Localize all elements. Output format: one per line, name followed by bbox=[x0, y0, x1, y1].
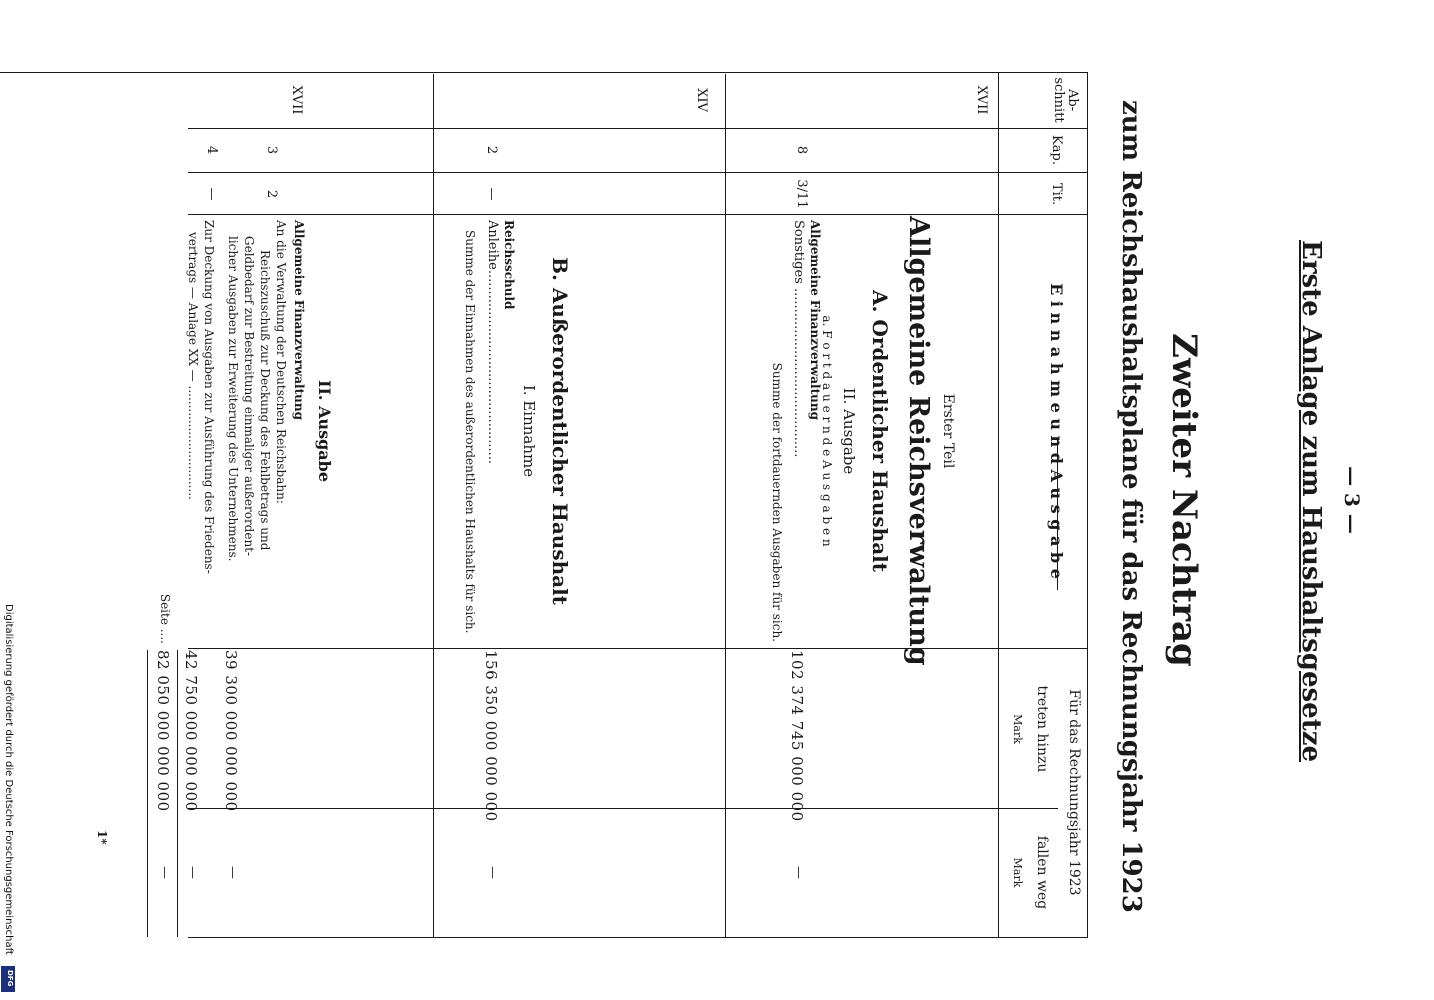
seite-label: Seite .... bbox=[158, 593, 172, 644]
heading-allgemeine: Allgemeine Reichsverwaltung bbox=[903, 216, 934, 666]
row3-abschnitt: XVII bbox=[289, 85, 304, 115]
annex-title: Erste Anlage zum Haushaltsgesetze bbox=[1296, 240, 1326, 763]
row1-hinzu: 102 374 745 000 000 bbox=[788, 650, 806, 822]
col-rule-hinzu bbox=[188, 808, 1058, 809]
row1-tit: 3/11 bbox=[794, 179, 809, 209]
sum-rule bbox=[177, 650, 178, 937]
row1-text: Sonstiges ......................................... bbox=[791, 220, 806, 458]
heading-erster-teil: Erster Teil bbox=[940, 393, 956, 469]
row3-weg: — bbox=[225, 866, 240, 879]
digitization-credit bbox=[2, 604, 14, 994]
header-treten: treten hinzu bbox=[1034, 685, 1050, 773]
row2-hinzu: 156 350 000 000 000 bbox=[482, 650, 500, 822]
col-rule-text bbox=[188, 648, 1088, 649]
heading-ausserordentlich: B. Außerordentlicher Haushalt bbox=[548, 257, 572, 605]
row4-tit: — bbox=[204, 187, 219, 201]
dfg-logo bbox=[1, 966, 15, 992]
heading-ausgabe-1: II. Ausgabe bbox=[840, 387, 858, 475]
row4-line2: vertrags — Anlage XX — .............................. bbox=[186, 232, 200, 500]
header-abschnitt: Ab- schnitt bbox=[1051, 77, 1080, 123]
row4-hinzu: 42 750 000 000 000 bbox=[182, 650, 200, 812]
table-left-rule bbox=[0, 72, 1088, 73]
row3-line3: Geldbedarf zur Bestreitung einmaliger außerordent- bbox=[242, 236, 256, 557]
sheet-mark: 1* bbox=[95, 830, 109, 845]
row4-weg: — bbox=[185, 866, 200, 879]
row2-bottom-rule bbox=[433, 74, 434, 937]
header-tit: Tit. bbox=[1049, 182, 1064, 206]
heading-ausgabe-2: II. Ausgabe bbox=[315, 379, 334, 483]
row2-kap: 2 bbox=[484, 145, 499, 155]
table-right-rule bbox=[188, 937, 1088, 938]
header-treten-unit: Mark bbox=[1011, 714, 1024, 744]
row2-sum: Summe der Einnahmen des außerordentlichen Haushalts für sich. bbox=[463, 230, 477, 634]
row1-abschnitt: XVII bbox=[974, 85, 989, 115]
row3-line4: licher Ausgaben zur Erweiterung des Unternehmens. bbox=[226, 236, 240, 562]
row3-kap: 3 bbox=[264, 145, 279, 155]
row2-tit: — bbox=[484, 187, 499, 201]
row1-weg: — bbox=[791, 866, 806, 879]
page-number: — 3 — bbox=[1340, 466, 1364, 534]
row3-group: Allgemeine Finanzverwaltung bbox=[292, 220, 306, 420]
header-einnahme-ausgabe: E i n n a h m e u n d A u s g a b e bbox=[1047, 283, 1066, 579]
table-top-rule bbox=[1087, 72, 1088, 937]
main-title: Zweiter Nachtrag bbox=[1164, 333, 1204, 667]
row4-kap: 4 bbox=[204, 145, 219, 155]
row2-abschnitt: XIV bbox=[694, 88, 709, 112]
row2-weg: — bbox=[485, 866, 500, 879]
row1-bottom-rule bbox=[725, 74, 726, 937]
heading-einnahme: I. Einnahme bbox=[520, 384, 538, 478]
row2-text: Anleihe............................................... bbox=[485, 220, 500, 465]
table-bottom-rule bbox=[147, 650, 148, 937]
row1-group: Allgemeine Finanzverwaltung bbox=[808, 220, 822, 420]
header-fallen: fallen weg bbox=[1034, 835, 1050, 910]
heading-ordentlich: A. Ordentlicher Haushalt bbox=[868, 289, 892, 573]
header-fallen-unit: Mark bbox=[1011, 857, 1024, 888]
row3-line1: An die Verwaltung der Deutschen Reichsbahn: bbox=[274, 220, 288, 504]
row1-kap: 8 bbox=[794, 145, 809, 155]
seite-total: 82 050 000 000 000 bbox=[154, 650, 172, 812]
col-rule-tit bbox=[188, 214, 1088, 215]
header-rechnungsjahr: Für das Rechnungsjahr 1923 bbox=[1066, 689, 1082, 896]
row3-hinzu: 39 300 000 000 000 bbox=[222, 650, 240, 812]
dfg-logo-text: DFG bbox=[6, 970, 14, 987]
header-kap: Kap. bbox=[1049, 135, 1064, 165]
row1-sum: Summe der fortdauernden Ausgaben für sich. bbox=[770, 362, 784, 642]
row2-group: Reichsschuld bbox=[502, 220, 516, 310]
row4-line1: Zur Deckung von Ausgaben zur Ausführung des Friedens- bbox=[202, 220, 216, 574]
col-rule-abschnitt bbox=[188, 128, 1088, 129]
row3-tit: 2 bbox=[264, 189, 279, 199]
row3-line2: Reichszuschuß zur Deckung des Fehlbetrags und bbox=[258, 250, 272, 551]
heading-fortdauernd: a. F o r t d a u e r n d e A u s g a b e n bbox=[820, 315, 834, 547]
seite-weg: — bbox=[157, 866, 172, 879]
col-rule-kap bbox=[188, 172, 1088, 173]
main-subtitle: zum Reichshaushaltsplane für das Rechnungsjahr 1923 bbox=[1116, 100, 1146, 913]
credit-text: Digitalisierung gefördert durch die Deutsche Forschungsgemeinschaft bbox=[3, 604, 14, 955]
